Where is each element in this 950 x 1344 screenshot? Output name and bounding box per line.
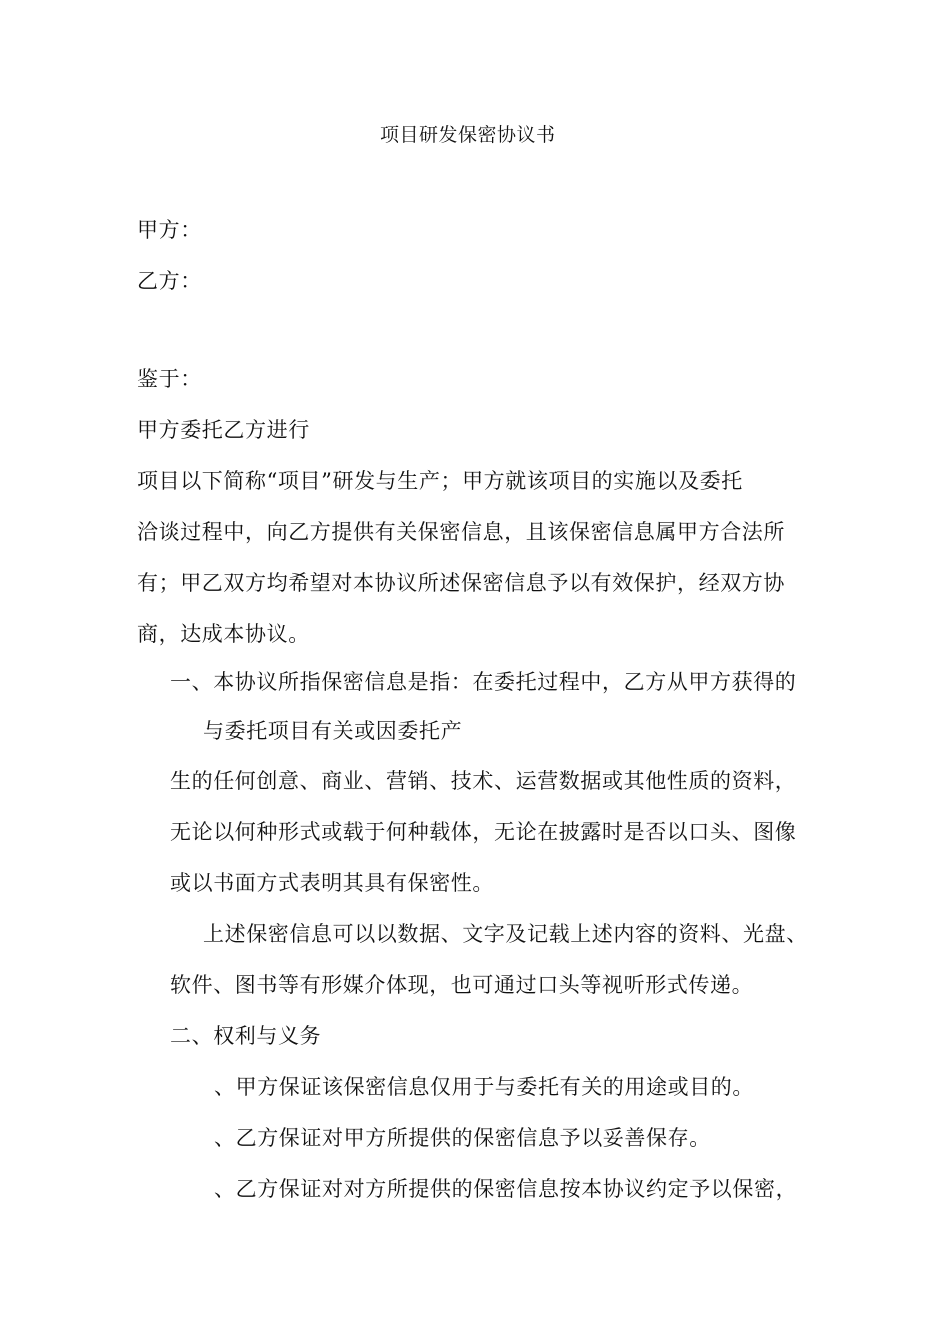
party-a-label: 甲方： xyxy=(137,218,202,242)
document-title: 项目研发保密协议书 xyxy=(380,124,556,146)
section1-line: 无论以何种形式或载于何种载体，无论在披露时是否以口头、图像 xyxy=(170,820,797,844)
preamble-line: 洽谈过程中，向乙方提供有关保密信息，且该保密信息属甲方合法所 xyxy=(137,520,785,544)
section2-heading: 二、权利与义务 xyxy=(170,1024,322,1048)
preamble-line: 甲方委托乙方进行 xyxy=(137,418,310,442)
preamble-line: 商，达成本协议。 xyxy=(137,622,310,646)
section1-line: 与委托项目有关或因委托产 xyxy=(203,719,463,743)
section2-item: 、甲方保证该保密信息仅用于与委托有关的用途或目的。 xyxy=(214,1075,754,1099)
whereas-label: 鉴于： xyxy=(137,367,202,391)
section1-line: 生的任何创意、商业、营销、技术、运营数据或其他性质的资料， xyxy=(170,769,797,793)
section1-line: 一、本协议所指保密信息是指：在委托过程中，乙方从甲方获得的 xyxy=(170,670,797,694)
section1-para2-line: 上述保密信息可以以数据、文字及记载上述内容的资料、光盘、 xyxy=(203,922,808,946)
preamble-line: 项目以下简称“项目”研发与生产；甲方就该项目的实施以及委托 xyxy=(137,469,743,493)
section2-item: 、乙方保证对对方所提供的保密信息按本协议约定予以保密， xyxy=(214,1177,798,1201)
section1-para2-line: 软件、图书等有形媒介体现，也可通过口头等视听形式传递。 xyxy=(170,973,754,997)
section2-item: 、乙方保证对甲方所提供的保密信息予以妥善保存。 xyxy=(214,1126,711,1150)
preamble-line: 有；甲乙双方均希望对本协议所述保密信息予以有效保护，经双方协 xyxy=(137,571,785,595)
section1-line: 或以书面方式表明其具有保密性。 xyxy=(170,871,494,895)
party-b-label: 乙方： xyxy=(137,269,202,293)
